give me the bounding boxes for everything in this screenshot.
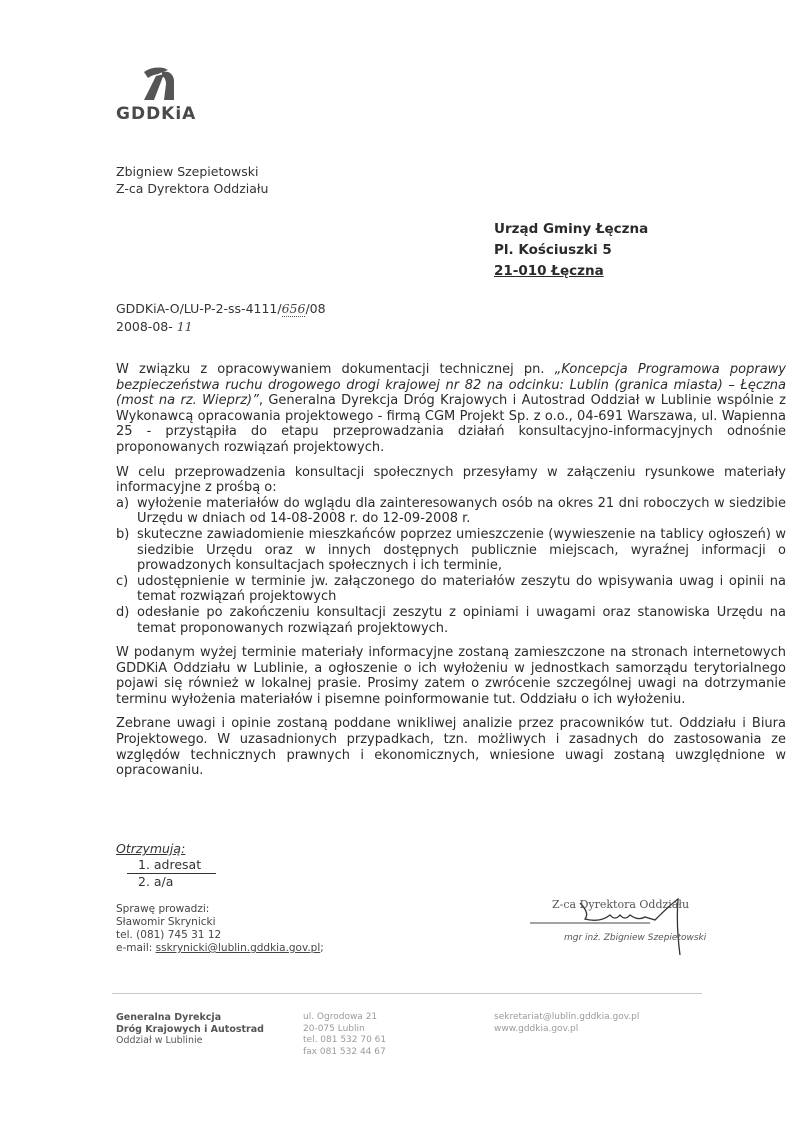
reference-date bbox=[116, 318, 326, 336]
paragraph-4: Zebrane uwagi i opinie zostaną poddane wnikliwej analizie przez pracowników tut. Oddziału i Biura Projektowego. W uzasadnionych przypadkach, tzn. możliwych i zasadnych do zastosowania ze względów technicznych prawnych i ekonomicznych, wniesione uwagi zostaną uwzględnione w opracowaniu. bbox=[116, 716, 786, 779]
signature-stamp bbox=[530, 895, 730, 955]
list-item-text: wyłożenie materiałów do wglądu dla zainteresowanych osób na okres 21 dni roboczych w siedzibie Urzędu w dniach od 14-08-2008 r. do 12-09-2008 r. bbox=[137, 495, 786, 527]
handler-phone: tel. (081) 745 31 12 bbox=[116, 929, 222, 941]
signature-role: Z-ca Dyrektora Oddziału bbox=[552, 898, 690, 911]
request-list bbox=[116, 496, 786, 636]
handler-email-label: e-mail: bbox=[116, 942, 156, 954]
list-item bbox=[116, 496, 786, 527]
gddkia-logo bbox=[116, 66, 216, 128]
list-item bbox=[116, 574, 786, 605]
paragraph-1 bbox=[116, 362, 786, 456]
sender-block bbox=[116, 163, 268, 197]
list-item bbox=[116, 527, 786, 574]
footer-contact bbox=[494, 1012, 639, 1035]
reference-number bbox=[116, 300, 326, 318]
distribution-list bbox=[116, 841, 216, 890]
sender-name: Zbigniew Szepietowski bbox=[116, 164, 259, 179]
list-marker: c) bbox=[116, 573, 129, 589]
list-marker: b) bbox=[116, 526, 130, 542]
footer-address-line: tel. 081 532 70 61 bbox=[303, 1035, 387, 1045]
footer-org-line: Dróg Krajowych i Autostrad bbox=[116, 1023, 264, 1035]
handler-name: Sławomir Skrynicki bbox=[116, 916, 216, 928]
paragraph-1-rest: , Generalna Dyrekcja Dróg Krajowych i Autostrad Oddział w Lublinie wspólnie z Wykonawcą opracowania projektowego - firmą CGM Projekt Sp. z o.o., 04-691 Warszawa, ul. Wapienna 25 - przystąpiła do etapu przeprowadzania działań konsultacyjno-informacyjnych odnośnie proponowanych rozwiązań projektowych. bbox=[116, 393, 786, 455]
recipient-address bbox=[494, 219, 648, 282]
handler-email-link[interactable]: sskrynicki@lublin.gddkia.gov.pl bbox=[155, 942, 321, 954]
paragraph-2: W celu przeprowadzenia konsultacji społecznych przesyłamy w załączeniu rysunkowe materiały informacyjne z prośbą o: bbox=[116, 464, 786, 496]
list-marker: d) bbox=[116, 604, 130, 620]
recipient-line-1: Urząd Gminy Łęczna bbox=[494, 221, 649, 237]
handler-label: Sprawę prowadzi: bbox=[116, 903, 210, 915]
date-prefix: 2008-08- bbox=[116, 319, 173, 334]
road-logo-icon bbox=[138, 66, 178, 102]
list-item-text: udostępnienie w terminie jw. załączonego do materiałów zeszytu do wpisywania uwag i opinii na temat rozwiązań projektowych bbox=[137, 573, 786, 605]
list-item-text: odesłanie po zakończeniu konsultacji zeszytu z opiniami i uwagami oraz stanowiska Urzędu na temat proponowanych rozwiązań projektowych. bbox=[137, 604, 786, 636]
case-handler bbox=[116, 903, 324, 955]
reference-block bbox=[116, 300, 326, 336]
reference-suffix: /08 bbox=[305, 301, 326, 316]
list-item-text: skuteczne zawiadomienie mieszkańców poprzez umieszczenie (wywieszenie na tablicy ogłoszeń) w siedzibie Urzędu oraz w innych dostępnych publicznie miejscach, wyraźnej informacji o prowadzonych konsultacjach społecznych i ich terminie, bbox=[137, 526, 786, 574]
distribution-title: Otrzymują: bbox=[116, 841, 186, 856]
footer-address-line: ul. Ogrodowa 21 bbox=[303, 1012, 378, 1022]
date-handwritten-day: 11 bbox=[176, 319, 193, 334]
handler-email-suffix: ; bbox=[320, 942, 324, 954]
paragraph-3: W podanym wyżej terminie materiały informacyjne zostaną zamieszczone na stronach internetowych GDDKiA Oddziału w Lublinie, a ogłoszenie o ich wyłożeniu w jednostkach samorządu terytorialnego pojawi się również w lokalnej prasie. Prosimy zatem o zwrócenie szczególnej uwagi na dotrzymanie terminu wyłożenia materiałów i pisemne poinformowanie tut. Oddziału o ich wyłożeniu. bbox=[116, 645, 786, 707]
sender-title: Z-ca Dyrektora Oddziału bbox=[116, 181, 269, 196]
distribution-item: 2. a/a bbox=[138, 874, 174, 889]
distribution-item: 1. adresat bbox=[127, 857, 216, 874]
reference-prefix: GDDKiA-O/LU-P-2-ss-4111/ bbox=[116, 301, 282, 316]
footer-divider bbox=[112, 993, 702, 994]
reference-handwritten-number: 656 bbox=[281, 301, 306, 316]
footer-address-line: fax 081 532 44 67 bbox=[303, 1046, 386, 1057]
handler-email-row bbox=[116, 942, 324, 955]
paragraph-1-intro: W związku z opracowywaniem dokumentacji technicznej pn. bbox=[116, 362, 555, 377]
recipient-line-3: 21-010 Łęczna bbox=[494, 263, 604, 279]
list-marker: a) bbox=[116, 495, 130, 511]
signature-name: mgr inż. Zbigniew Szepietowski bbox=[564, 933, 707, 943]
footer-org-line: Oddział w Lublinie bbox=[116, 1035, 203, 1046]
logo-text: GDDKiA bbox=[116, 104, 197, 124]
letter-body bbox=[116, 362, 786, 788]
footer-organization bbox=[116, 1012, 264, 1047]
footer-address bbox=[303, 1012, 386, 1058]
footer-website-link[interactable]: www.gddkia.gov.pl bbox=[494, 1023, 579, 1034]
recipient-line-2: Pl. Kościuszki 5 bbox=[494, 242, 612, 258]
project-title: „Koncepcja Programowa poprawy bezpieczeństwa ruchu drogowego drogi krajowej nr 82 na odcinku: Lublin (granica miasta) – Łęczna (most na rz. Wieprz)” bbox=[116, 362, 787, 409]
footer-org-line: Generalna Dyrekcja bbox=[116, 1012, 222, 1023]
footer-email-link[interactable]: sekretariat@lublin.gddkia.gov.pl bbox=[494, 1012, 640, 1022]
list-item bbox=[116, 605, 786, 636]
footer-address-line: 20-075 Lublin bbox=[303, 1023, 365, 1034]
